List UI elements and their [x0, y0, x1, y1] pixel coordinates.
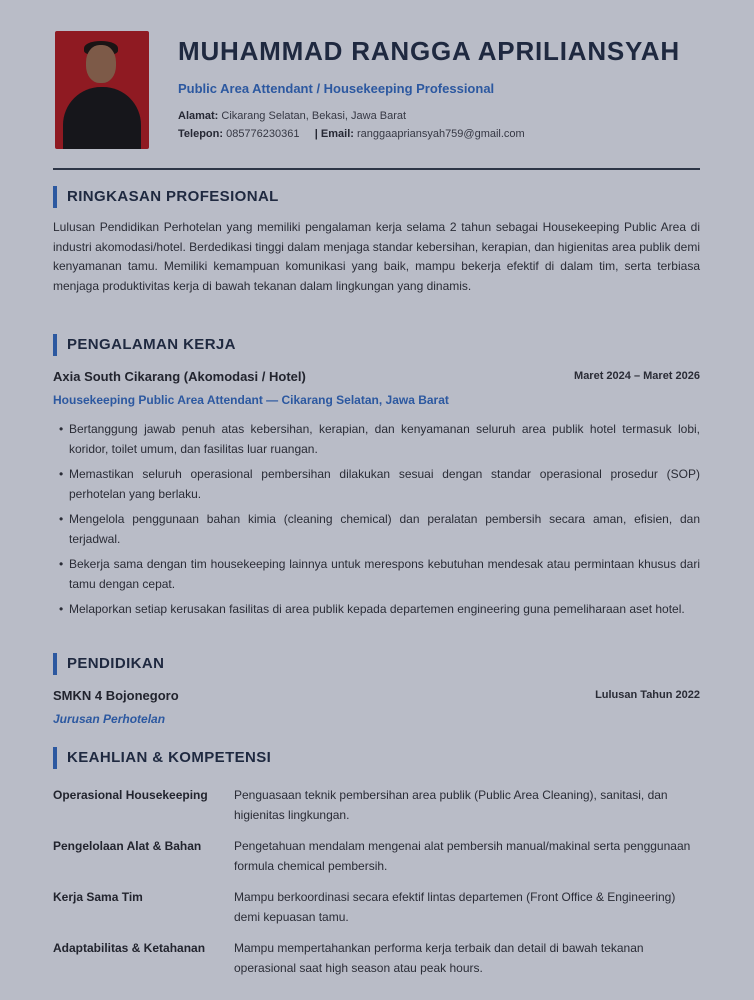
skill-row: [53, 836, 700, 876]
skill-description: Mampu berkoordinasi secara efektif lintas departemen (Front Office & Engineering) demi kepuasan tamu.: [234, 890, 676, 924]
school-major: Jurusan Perhotelan: [53, 712, 166, 726]
skill-row: [53, 887, 700, 927]
skills-table: [53, 785, 700, 989]
summary-text: Lulusan Pendidikan Perhotelan yang memiliki pengalaman kerja selama 2 tahun sebagai Housekeeping Public Area di industri akomodasi/hotel. Berdedikasi tinggi dalam menjaga standar kebersihan, kerapian, dan higienitas area publik demi kenyamanan tamu. Memiliki kemampuan komunikasi yang baik, mampu bekerja efektif di dalam tim, serta terbiasa menjaga produktivitas kerja di bawah tekanan dalam lingkungan yang dinamis.: [53, 220, 700, 293]
header-divider: [53, 168, 700, 170]
skill-description: Pengetahuan mendalam mengenai alat pembersih manual/makinal serta penggunaan formula chemical pembersih.: [234, 839, 691, 873]
skill-row: [53, 785, 700, 825]
list-item: • Melaporkan setiap kerusakan fasilitas di area publik kepada departemen engineering guna pemeliharaan aset hotel.: [53, 599, 700, 619]
address-label: Alamat:: [178, 110, 219, 122]
section-heading-skills: KEAHLIAN & KOMPETENSI: [53, 747, 271, 769]
section-heading-experience: PENGALAMAN KERJA: [53, 334, 236, 356]
phone-value: 085776230361: [226, 128, 300, 140]
skill-description: Mampu mempertahankan performa kerja terbaik dan detail di bawah tekanan operasional saat high season atau peak hours.: [234, 941, 644, 975]
skill-name: Kerja Sama Tim: [53, 890, 143, 904]
graduation-year: Lulusan Tahun 2022: [595, 689, 700, 701]
job-title: Public Area Attendant / Housekeeping Professional: [178, 81, 495, 96]
profile-photo: [55, 31, 149, 149]
job-role: Housekeeping Public Area Attendant — Cikarang Selatan, Jawa Barat: [53, 393, 449, 407]
skill-name: Operasional Housekeeping: [53, 788, 208, 802]
contact-line: [178, 128, 525, 140]
list-item: • Bertanggung jawab penuh atas kebersihan, kerapian, dan kenyamanan seluruh area publik hotel termasuk lobi, koridor, toilet umum, dan fasilitas luar ruangan.: [53, 419, 700, 459]
skill-description: Penguasaan teknik pembersihan area publik (Public Area Cleaning), sanitasi, dan higienitas lingkungan.: [234, 788, 668, 822]
skill-row: [53, 938, 700, 978]
section-heading-education: PENDIDIKAN: [53, 653, 164, 675]
phone-label: Telepon:: [178, 128, 224, 140]
list-item: • Bekerja sama dengan tim housekeeping lainnya untuk merespons kebutuhan mendesak atau permintaan khusus dari tamu dengan cepat.: [53, 554, 700, 594]
responsibility-list: [53, 419, 700, 624]
school-name: SMKN 4 Bojonegoro: [53, 688, 179, 703]
email-label: | Email:: [314, 128, 354, 140]
skill-name: Pengelolaan Alat & Bahan: [53, 839, 202, 853]
list-item: • Mengelola penggunaan bahan kimia (cleaning chemical) dan peralatan pembersih secara aman, efisien, dan terjadwal.: [53, 509, 700, 549]
candidate-name: MUHAMMAD RANGGA APRILIANSYAH: [178, 36, 680, 66]
employment-dates: Maret 2024 – Maret 2026: [574, 370, 700, 382]
skill-name: Adaptabilitas & Ketahanan: [53, 941, 206, 955]
list-item: • Memastikan seluruh operasional pembersihan dilakukan sesuai dengan standar operasional prosedur (SOP) perhotelan yang berlaku.: [53, 464, 700, 504]
section-heading-summary: RINGKASAN PROFESIONAL: [53, 186, 279, 208]
address-value: Cikarang Selatan, Bekasi, Jawa Barat: [221, 110, 407, 122]
email-value: ranggaapriansyah759@gmail.com: [357, 128, 525, 140]
company-name: Axia South Cikarang (Akomodasi / Hotel): [53, 369, 306, 384]
address-line: [178, 110, 406, 122]
